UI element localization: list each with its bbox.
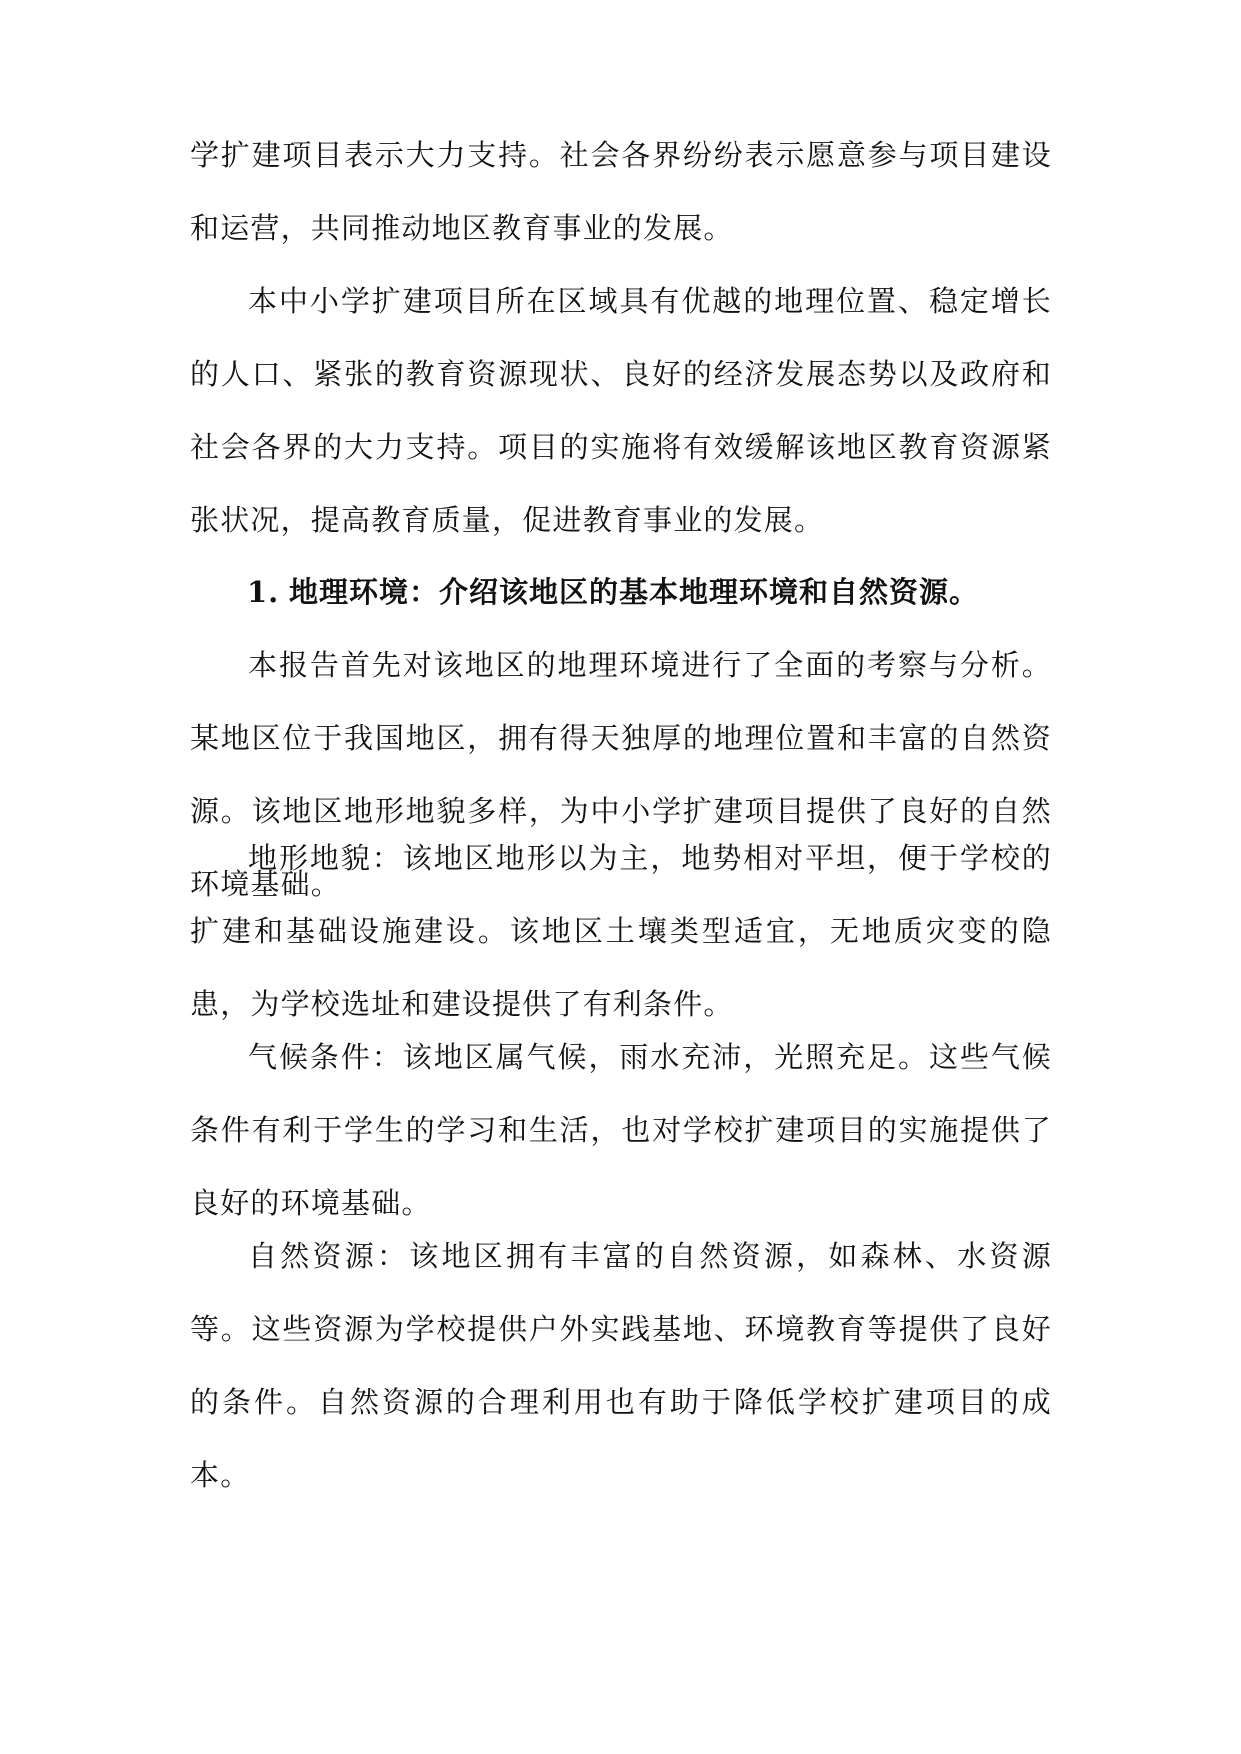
paragraph-continuation: 学扩建项目表示大力支持。社会各界纷纷表示愿意参与项目建设和运营，共同推动地区教育事业的发展。 (190, 138, 1052, 245)
paragraph-natural-resources: 自然资源：该地区拥有丰富的自然资源，如森林、水资源等。这些资源为学校提供户外实践基地、环境教育等提供了良好的条件。自然资源的合理利用也有助于降低学校扩建项目的成本。 (190, 1239, 1052, 1492)
section-heading (247, 556, 1052, 629)
paragraph-climate: 气候条件：该地区属气候，雨水充沛，光照充足。这些气候条件有利于学生的学习和生活，也对学校扩建项目的实施提供了良好的环境基础。 (190, 1040, 1052, 1220)
section-title: 地理环境：介绍该地区的基本地理环境和自然资源。 (289, 575, 980, 609)
paragraph-geography-overview: 本报告首先对该地区的地理环境进行了全面的考察与分析。某地区位于我国地区，拥有得天独厚的地理位置和丰富的自然资源。该地区地形地貌多样，为中小学扩建项目提供了良好的自然环境基础。 (190, 648, 1052, 901)
section-number: 1. (247, 575, 280, 609)
paragraph-summary: 本中小学扩建项目所在区域具有优越的地理位置、稳定增长的人口、紧张的教育资源现状、良好的经济发展态势以及政府和社会各界的大力支持。项目的实施将有效缓解该地区教育资源紧张状况，提高教育质量，促进教育事业的发展。 (190, 284, 1052, 537)
paragraph-terrain: 地形地貌：该地区地形以为主，地势相对平坦，便于学校的扩建和基础设施建设。该地区土壤类型适宜，无地质灾变的隐患，为学校选址和建设提供了有利条件。 (190, 841, 1052, 1021)
